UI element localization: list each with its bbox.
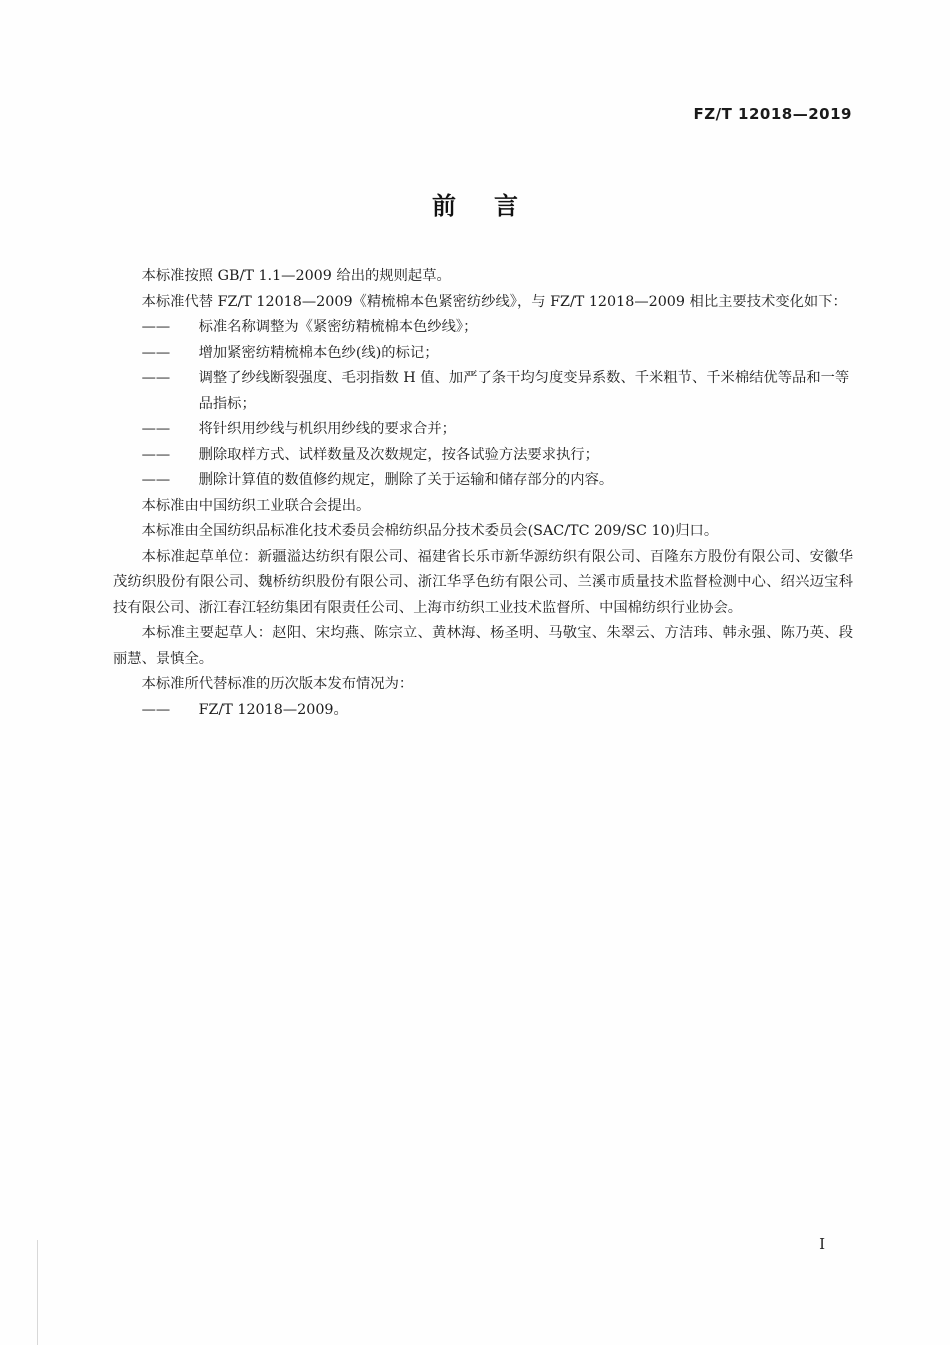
list-item bbox=[113, 468, 853, 494]
paragraph-drafting-units: 本标准起草单位：新疆溢达纺织有限公司、福建省长乐市新华源纺织有限公司、百隆东方股份有限公司、安徽华茂纺织股份有限公司、魏桥纺织股份有限公司、浙江华孚色纺有限公司、兰溪市质量技术监督检测中心、绍兴迈宝科技有限公司、浙江春江轻纺集团有限责任公司、上海市纺织工业技术监督所、中国棉纺织行业协会。 bbox=[113, 548, 853, 616]
change-item-text: 删除取样方式、试样数量及次数规定，按各试验方法要求执行； bbox=[198, 446, 599, 463]
change-item-text: 增加紧密纺精梳棉本色纱(线)的标记； bbox=[198, 344, 439, 361]
list-item bbox=[113, 443, 853, 469]
change-item-text: 标准名称调整为《紧密纺精梳棉本色纱线》； bbox=[198, 319, 478, 335]
change-item-text: 将针织用纱线与机织用纱线的要求合并； bbox=[198, 421, 456, 437]
dash-marker: —— bbox=[141, 319, 171, 335]
paragraph-replacement: 本标准代替 FZ/T 12018—2009《精梳棉本色紧密纺纱线》，与 FZ/T 12018—2009 相比主要技术变化如下： bbox=[141, 293, 847, 310]
list-item bbox=[113, 698, 853, 724]
foreword-body bbox=[113, 264, 853, 723]
paragraph-proposer: 本标准由中国纺织工业联合会提出。 bbox=[141, 497, 371, 514]
dash-marker: —— bbox=[141, 472, 171, 488]
page-number: I bbox=[819, 1235, 825, 1253]
dash-marker: —— bbox=[141, 370, 171, 386]
dash-marker: —— bbox=[141, 344, 171, 361]
paragraph-drafting-rules: 本标准按照 GB/T 1.1—2009 给出的规则起草。 bbox=[141, 268, 451, 284]
paragraph-committee: 本标准由全国纺织品标准化技术委员会棉纺织品分技术委员会(SAC/TC 209/SC 10)归口。 bbox=[141, 523, 719, 539]
scan-edge-line bbox=[37, 1240, 38, 1345]
change-item-text: 删除计算值的数值修约规定，删除了关于运输和储存部分的内容。 bbox=[198, 472, 614, 488]
paragraph-drafters: 本标准主要起草人：赵阳、宋均燕、陈宗立、黄林海、杨圣明、马敬宝、朱翠云、方洁玮、韩永强、陈乃英、段丽慧、景慎全。 bbox=[113, 625, 853, 667]
list-item bbox=[113, 366, 853, 417]
list-item bbox=[113, 341, 853, 367]
paragraph-history-intro: 本标准所代替标准的历次版本发布情况为： bbox=[141, 676, 414, 692]
history-item-text: FZ/T 12018—2009。 bbox=[198, 701, 348, 718]
dash-marker: —— bbox=[141, 421, 171, 437]
change-item-text: 调整了纱线断裂强度、毛羽指数 H 值、加严了条干均匀度变异系数、千米粗节、千米棉结优等品和一等品指标； bbox=[198, 370, 850, 412]
list-item bbox=[113, 315, 853, 341]
page-title: 前言 bbox=[432, 192, 556, 220]
dash-marker: —— bbox=[141, 446, 171, 463]
dash-marker: —— bbox=[141, 701, 171, 718]
standard-code: FZ/T 12018—2019 bbox=[693, 105, 852, 123]
list-item bbox=[113, 417, 853, 443]
